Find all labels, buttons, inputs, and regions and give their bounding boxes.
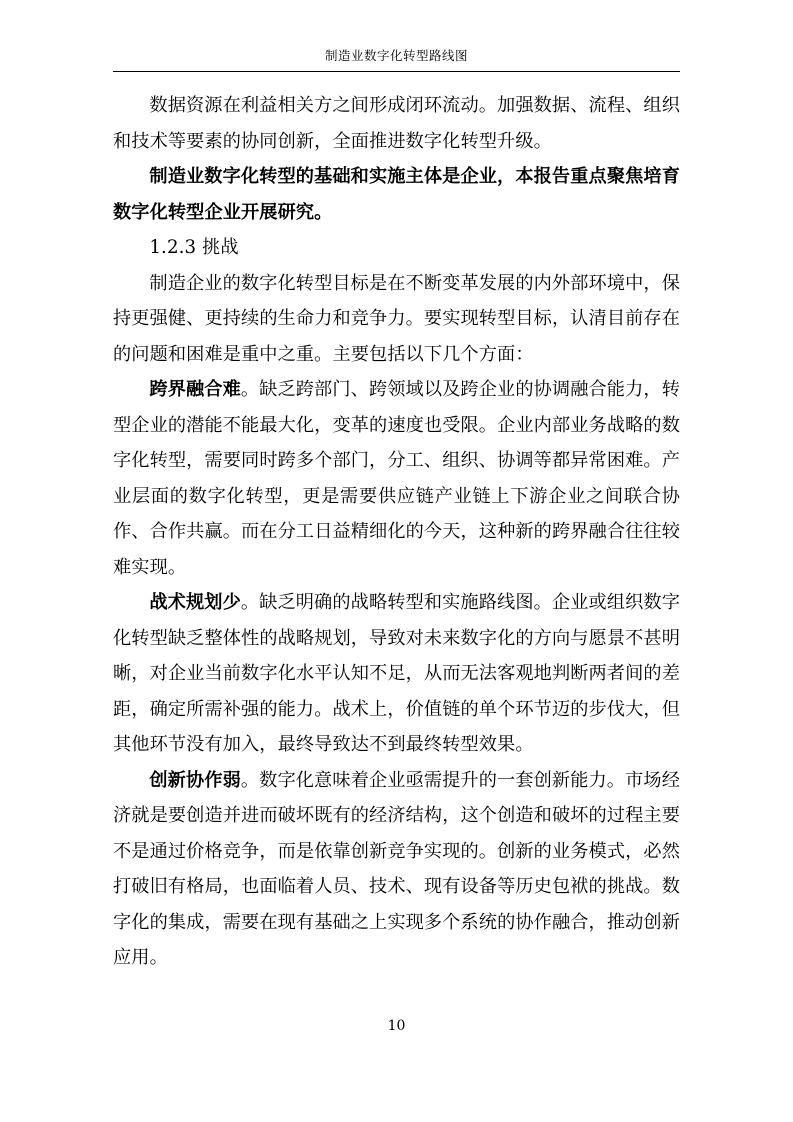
paragraph-3: 制造企业的数字化转型目标是在不断变革发展的内外部环境中，保持更强健、更持续的生命力和竞争力。要实现转型目标，认清目前存在的问题和困难是重中之重。主要包括以下几个方面： — [113, 272, 680, 365]
section-heading-1-2-3: 1.2.3 挑战 — [149, 237, 239, 258]
paragraph-5 — [113, 585, 680, 763]
paragraph-4 — [113, 372, 680, 585]
paragraph-2-emphasis: 制造业数字化转型的基础和实施主体是企业，本报告重点聚焦培育数字化转型企业开展研究。 — [113, 166, 680, 223]
paragraph-6-lead: 创新协作弱 — [149, 769, 241, 791]
paragraph-6 — [113, 763, 680, 976]
paragraph-6-text: 。数字化意味着企业亟需提升的一套创新能力。市场经济就是要创造并进而破坏既有的经济结构，这个创造和破坏的过程主要不是通过价格竞争，而是依靠创新竞争实现的。创新的业务模式，必然打破旧有格局，也面临着人员、技术、现有设备等历史包袱的挑战。数字化的集成，需要在现有基础之上实现多个系统的协作融合，推动创新应用。 — [113, 769, 680, 968]
page-header: 制造业数字化转型路线图 — [324, 48, 468, 63]
document-body — [113, 88, 680, 976]
paragraph-4-text: 。缺乏跨部门、跨领域以及跨企业的协调融合能力，转型企业的潜能不能最大化，变革的速度也受限。企业内部业务战略的数字化转型，需要同时跨多个部门，分工、组织、协调等都异常困难。产业层面的数字化转型，更是需要供应链产业链上下游企业之间联合协作、合作共赢。而在分工日益精细化的今天，这种新的跨界融合往往较难实现。 — [113, 379, 680, 578]
paragraph-5-text: 。缺乏明确的战略转型和实施路线图。企业或组织数字化转型缺乏整体性的战略规划，导致对未来数字化的方向与愿景不甚明晰，对企业当前数字化水平认知不足，从而无法客观地判断两者间的差距，确定所需补强的能力。战术上，价值链的单个环节迈的步伐大，但其他环节没有加入，最终导致达不到最终转型效果。 — [113, 592, 680, 755]
paragraph-5-lead: 战术规划少 — [149, 592, 241, 613]
header-divider — [113, 71, 680, 72]
page-number: 10 — [387, 1018, 406, 1034]
paragraph-1: 数据资源在利益相关方之间形成闭环流动。加强数据、流程、组织和技术等要素的协同创新，全面推进数字化转型升级。 — [113, 95, 680, 152]
paragraph-4-lead: 跨界融合难 — [149, 379, 241, 400]
